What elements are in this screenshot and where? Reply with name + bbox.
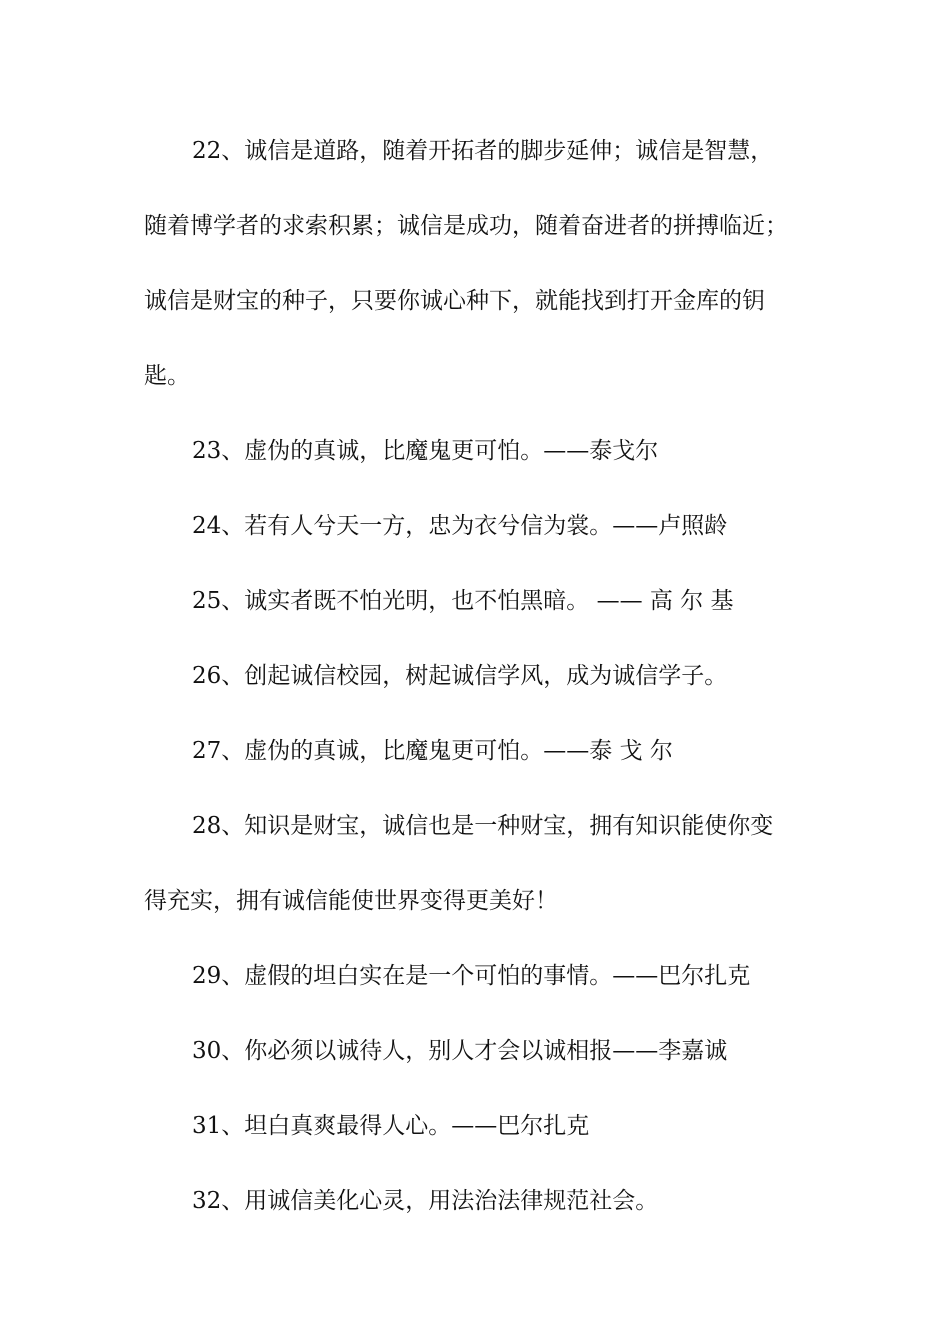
quote-28-line-2: 得充实，拥有诚信能使世界变得更美好！: [144, 888, 558, 914]
quote-22-line-2: 随着博学者的求索积累；诚信是成功，随着奋进者的拼搏临近；: [144, 213, 788, 239]
quote-22-line-3: 诚信是财宝的种子，只要你诚心种下，就能找到打开金库的钥: [144, 288, 765, 314]
quote-32: 32、用诚信美化心灵，用法治法律规范社会。: [192, 1188, 659, 1214]
quote-25: 25、诚实者既不怕光明，也不怕黑暗。 —— 高 尔 基: [192, 588, 734, 614]
quote-27: 27、虚伪的真诚，比魔鬼更可怕。——泰 戈 尔: [192, 738, 673, 764]
quote-28-line-1: 28、知识是财宝，诚信也是一种财宝，拥有知识能使你变: [192, 813, 774, 839]
quote-29: 29、虚假的坦白实在是一个可怕的事情。——巴尔扎克: [192, 963, 751, 989]
quote-30: 30、你必须以诚待人，别人才会以诚相报——李嘉诚: [192, 1038, 728, 1064]
quote-24: 24、若有人兮天一方，忠为衣兮信为裳。——卢照龄: [192, 513, 728, 539]
quote-31: 31、坦白真爽最得人心。——巴尔扎克: [192, 1113, 590, 1139]
quote-22-line-1: 22、诚信是道路，随着开拓者的脚步延伸；诚信是智慧，: [192, 138, 774, 164]
quote-26: 26、创起诚信校园，树起诚信学风，成为诚信学子。: [192, 663, 728, 689]
quote-22-line-4: 匙。: [144, 363, 190, 389]
quote-23: 23、虚伪的真诚，比魔鬼更可怕。——泰戈尔: [192, 438, 659, 464]
